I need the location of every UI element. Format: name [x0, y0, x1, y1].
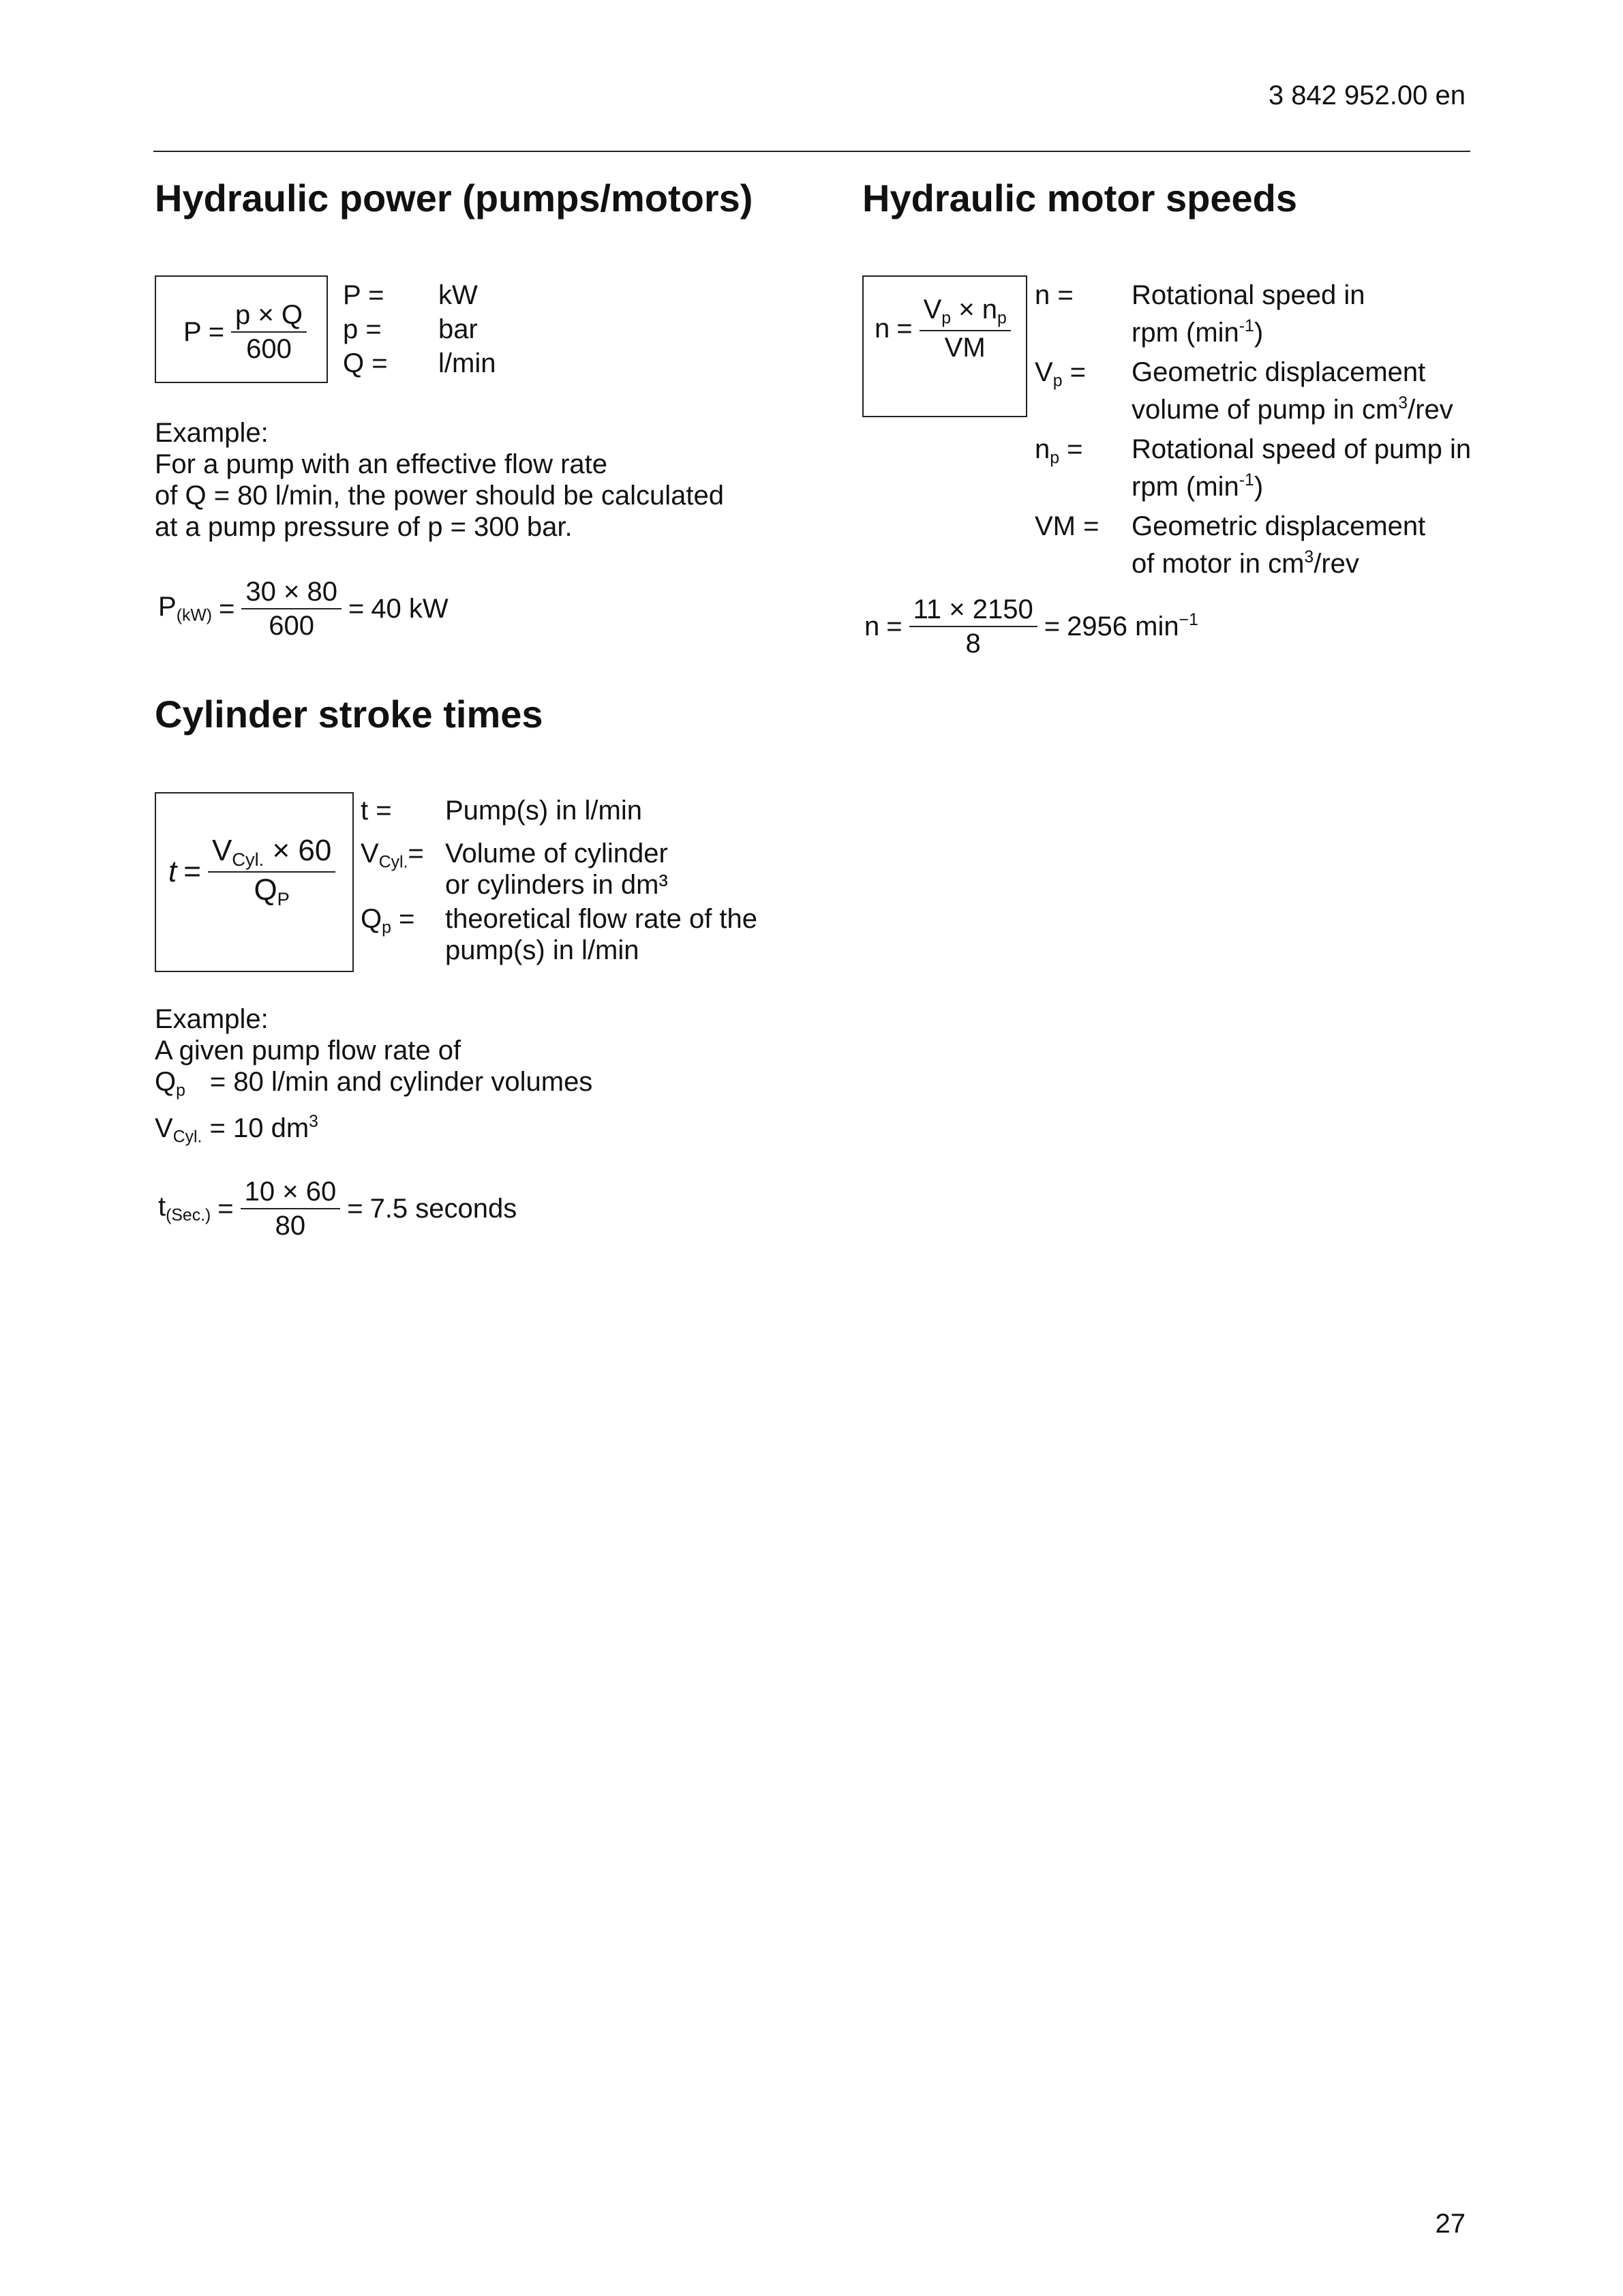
motor-definitions [1035, 280, 1471, 582]
cylinder-formula: t = $\frac{V_{Cyl.} \times 60}{Q_P}$ [168, 836, 335, 909]
power-def-unit: l/min [438, 348, 496, 378]
cylinder-formula-lhs: t [168, 855, 177, 889]
power-calculation: $P_{(kW)}$ = $\frac{30 \times 80}{600}$ = 40 kW [158, 577, 449, 641]
cylinder-def-row [361, 795, 757, 835]
power-formula-fraction [231, 301, 307, 363]
cylinder-def-symbol: t = [361, 796, 392, 826]
cylinder-def-desc: Volume of cylinder or cylinders in dm³ [445, 839, 668, 901]
motor-def-symbol: $n_p$ = [1035, 434, 1083, 468]
power-example-line: at a pump pressure of p = 300 bar. [155, 512, 573, 542]
cylinder-calculation: $t_{(Sec.)}$ = $\frac{10 \times 60}{80}$ = 7.5 seconds [158, 1177, 517, 1241]
cylinder-def-desc: Pump(s) in l/min [445, 796, 642, 826]
cylinder-calc-result: 7.5 seconds [369, 1193, 517, 1224]
cylinder-example [155, 1003, 592, 1153]
power-formula-box [155, 275, 328, 383]
cylinder-def-row [361, 838, 757, 901]
power-calc-numerator: 30 × 80 [241, 578, 342, 609]
motor-def-desc: Geometric displacement volume of pump in $cm^3$/rev [1132, 357, 1453, 425]
motor-formula: n = $\frac{V_p \times n_p}{VM}$ [875, 296, 1011, 361]
motor-def-desc: Geometric displacement of motor in $cm^3$/rev [1132, 511, 1426, 579]
header-divider [153, 151, 1470, 152]
cylinder-formula-denominator: $Q_P$ [254, 873, 290, 910]
power-formula: P = $\frac{p \times Q}{600}$ [183, 301, 307, 363]
motor-def-row [1035, 357, 1471, 425]
motor-formula-denominator: VM [944, 333, 986, 363]
power-calc-fraction [241, 578, 342, 639]
cylinder-example-label: Example: [155, 1004, 269, 1034]
cylinder-def-symbol: $V_{Cyl.}=$ [361, 839, 424, 872]
power-example-line: Example: [155, 418, 269, 448]
motor-def-symbol: VM = [1035, 511, 1099, 541]
power-example-line: of Q = 80 l/min, the power should be calculated [155, 481, 724, 511]
motor-def-row [1035, 511, 1471, 579]
power-formula-denominator: 600 [246, 334, 292, 364]
motor-calc-fraction [909, 596, 1037, 657]
cylinder-calc-numerator: 10 × 60 [241, 1178, 341, 1209]
cylinder-def-desc: theoretical flow rate of the pump(s) in l/min [445, 904, 758, 966]
motor-def-row [1035, 280, 1471, 348]
page-number: 27 [1435, 2209, 1466, 2239]
motor-formula-fraction [920, 296, 1011, 361]
motor-def-row [1035, 434, 1471, 502]
cylinder-formula-numerator: $V_{Cyl.} \times 60$ [208, 836, 335, 873]
motor-def-symbol: n = [1035, 280, 1074, 310]
power-def-unit: kW [438, 280, 478, 310]
cylinder-def-row [361, 903, 757, 966]
motor-calc-lhs: n [864, 611, 880, 641]
power-formula-numerator: p × Q [231, 301, 307, 333]
motor-def-symbol: $V_p$ = [1035, 357, 1086, 391]
power-example-line: For a pump with an effective flow rate [155, 449, 608, 479]
power-formula-lhs: P [183, 316, 202, 347]
power-def-row [343, 348, 496, 379]
motor-calc-denominator: 8 [965, 629, 981, 659]
power-def-unit: bar [438, 314, 478, 344]
motor-def-desc: Rotational speed of pump in rpm $(\min^{-1})$ [1132, 434, 1472, 502]
cylinder-formula-fraction [208, 836, 335, 909]
motor-def-desc: Rotational speed in rpm $(\min^{-1})$ [1132, 280, 1365, 348]
document-number: 3 842 952.00 en [1268, 80, 1466, 110]
cylinder-def-symbol: $Q_p$ = [361, 904, 415, 937]
cylinder-example-line: $V_{Cyl.} = 10$ $dm^3$ [155, 1113, 318, 1147]
cylinder-definitions [361, 795, 757, 969]
motor-formula-numerator: $V_p \times n_p$ [920, 296, 1011, 331]
power-example [155, 417, 724, 543]
motor-formula-box [862, 275, 1027, 417]
power-def-symbol: P = [343, 280, 384, 310]
power-calc-result: 40 kW [371, 593, 449, 624]
motor-calc-result: 2956 $\min^{-1}$ [1067, 611, 1198, 641]
power-def-row [343, 280, 496, 311]
cylinder-example-line: A given pump flow rate of [155, 1036, 461, 1066]
cylinder-formula-box [155, 792, 354, 972]
section-title-hydraulic-power: Hydraulic power (pumps/motors) [155, 177, 753, 220]
cylinder-calc-lhs: $t_{(Sec.)}$ [158, 1192, 211, 1225]
cylinder-calc-denominator: 80 [275, 1211, 306, 1241]
section-title-cylinder-stroke: Cylinder stroke times [155, 693, 543, 736]
power-def-symbol: Q = [343, 348, 388, 378]
power-definitions [343, 280, 496, 382]
power-def-row [343, 314, 496, 345]
cylinder-example-line: $Q_p = 80$ l/min and cylinder volumes [155, 1067, 593, 1100]
power-def-symbol: p = [343, 314, 382, 344]
section-title-motor-speeds: Hydraulic motor speeds [862, 177, 1297, 220]
motor-calculation: n = $\frac{11 \times 2150}{8}$ = 2956 $\min^{-1}$ [864, 594, 1198, 659]
cylinder-calc-fraction [241, 1178, 341, 1239]
power-calc-denominator: 600 [269, 611, 315, 641]
motor-formula-lhs: n [875, 313, 890, 344]
power-calc-lhs: $P_{(kW)}$ [158, 592, 213, 625]
motor-calc-numerator: 11 × 2150 [909, 596, 1037, 627]
